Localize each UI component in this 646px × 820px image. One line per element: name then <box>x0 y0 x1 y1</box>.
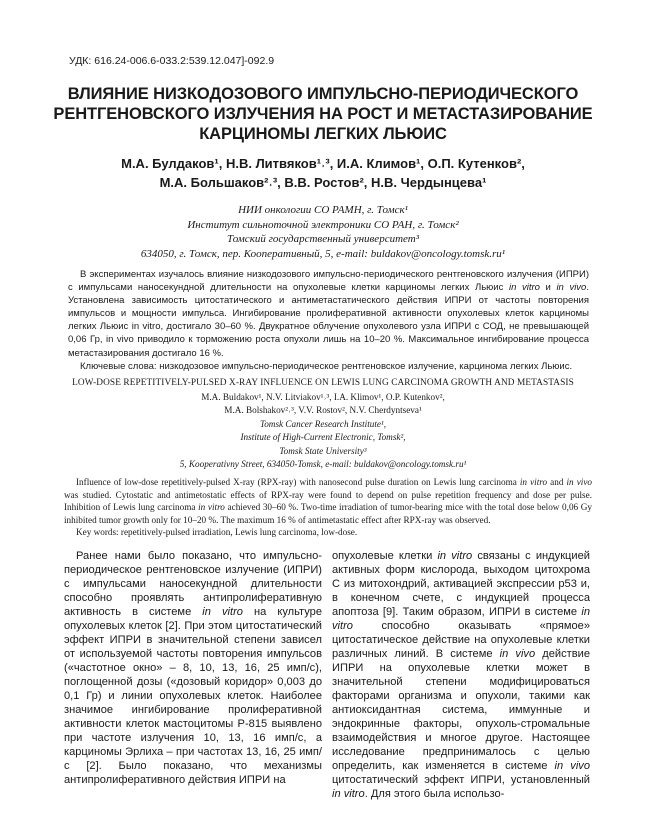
abstract-en-part: achieved 30–60 %. Two-time irradiation of tumor-bearing mice with the total dose below 0,06 Gy inhibited tumor growth only for 10–20 %. The maximum 16 % of antimetastatic effect after RPX-ray was observed. <box>64 502 592 525</box>
body-column-left <box>64 549 322 787</box>
abstract-en-italic: in vivo <box>566 477 592 487</box>
abstract-en-part: was studied. Cytostatic and antimetostatic effects of RPX-ray were found to depend on pulse repetition frequency and dose per pulse. Inhibition of Lewis lung carcinoma <box>64 489 592 513</box>
abstract-ru-part: В экспериментах изучалось влияние низкодозового импульсно-периодического рентгеновского излучения (ИПРИ) с импульсами наносекундной длительности на опухолевые клетки карциномы легких Льюис <box>68 269 589 294</box>
body-text: цитостатический эффект ИПРИ, установленный <box>332 774 590 786</box>
english-affiliations <box>40 418 606 472</box>
affiliations <box>40 203 606 261</box>
body-text: . Для этого была использо- <box>364 788 505 800</box>
affiliation: НИИ онкологии СО РАМН, г. Томск¹ <box>238 204 408 216</box>
body-column-right <box>332 549 590 801</box>
keywords-ru: Ключевые слова: низкодозовое импульсно-периодическое рентгеновское излучение, карцинома легких Льюис. <box>80 360 573 372</box>
abstract-en-italic: in vitro <box>198 502 225 513</box>
abstract-en-part: and <box>547 477 567 487</box>
body-paragraph <box>332 549 590 801</box>
english-affiliation: Institute of High-Current Electronic, Tomsk², <box>240 432 406 443</box>
english-authors <box>40 391 606 418</box>
affiliation: 634050, г. Томск, пер. Кооперативный, 5, e-mail: buldakov@oncology.tomsk.ru¹ <box>140 247 506 260</box>
abstract-en-text <box>64 476 592 526</box>
affiliation: Институт сильноточной электроники СО РАН, г. Томск² <box>187 218 459 231</box>
body-text: действие ИПРИ на опухолевые клетки может в значительной степени модифицироваться факторами организма и опухоли, такими как антиоксидантная система, иммунные и эндокринные факторы, опухоль-стромальные взаимодействия и многое другое. Настоящее исследование предпринималось с целью определить, как изменяется в системе <box>332 648 590 772</box>
body-text: опухолевые клетки <box>332 550 438 562</box>
affiliation: Томский государственный университет³ <box>226 233 419 245</box>
article-title <box>40 84 606 144</box>
body-italic: in vitro <box>332 606 590 632</box>
english-affiliation: Tomsk State University³ <box>279 445 367 456</box>
abstract-english <box>64 476 592 539</box>
english-affiliation: Tomsk Cancer Research Institute¹, <box>259 419 387 429</box>
abstract-ru-italic: in vivo <box>556 282 587 294</box>
abstract-russian <box>68 268 589 373</box>
body-text: Ранее нами было показано, что импульсно-периодическое рентгеновское излучение (ИПРИ) с импульсами наносекундной длительности способно проявлять антипролиферативную активность в системе <box>64 550 322 618</box>
abstract-en-part: Influence of low-dose repetitively-pulsed X-ray (RPX-ray) with nanosecond pulse duration on Lewis lung carcinoma <box>76 477 520 487</box>
udk-code: УДК: 616.24-006.6-033.2:539.12.047]-092.9 <box>69 55 275 67</box>
title-line: КАРЦИНОМЫ ЛЕГКИХ ЛЬЮИС <box>199 125 447 143</box>
body-italic: in vitro <box>202 606 243 618</box>
body-italic: in vivo <box>554 760 590 772</box>
body-text: способно оказывать «прямое» цитостатическое действие на опухолевые клетки различных линий. В системе <box>332 620 590 660</box>
abstract-en-italic: in vitro <box>519 477 548 487</box>
english-authors-line: M.A. Bolshakov²˒³, V.V. Rostov², N.V. Cherdyntseva¹ <box>224 405 422 416</box>
authors-line: М.А. Булдаков¹, Н.В. Литвяков¹˒³, И.А. Климов¹, О.П. Кутенков², <box>121 156 525 171</box>
body-italic: in vivo <box>499 648 536 660</box>
keywords-en: Key words: repetitively-pulsed irradiation, Lewis lung carcinoma, low-dose. <box>76 527 358 538</box>
english-title: LOW-DOSE REPETITIVELY-PULSED X-RAY INFLUENCE ON LEWIS LUNG CARCINOMA GROWTH AND METASTASIS <box>72 378 574 388</box>
abstract-ru-italic: in vitro <box>508 282 540 294</box>
title-line: РЕНТГЕНОВСКОГО ИЗЛУЧЕНИЯ НА РОСТ И МЕТАСТАЗИРОВАНИЕ <box>53 105 593 123</box>
body-text: на культуре опухолевых клеток [2]. При этом цитостатический эффект ИПРИ в значительной степени зависел от используемой частоты повторения импульсов («частотное окно» – 8, 10, 13, 16, 25 имп/с), поглощенной дозы («дозовый коридор» 0,003 до 0,1 Гр) и линии опухолевых клеток. Наиболее значимое ингибирование пролиферативной активности клеток мастоцитомы Р-815 выявлено при частоте излучения 10, 13, 16 имп/с, а карциномы Эрлиха – при частотах 13, 16, 25 имп/с [2]. Было показано, что механизмы антипролиферативного действия ИПРИ на <box>64 606 322 786</box>
body-paragraph <box>64 549 322 787</box>
english-affiliation: 5, Kooperativny Street, 634050-Tomsk, e-mail: buldakov@oncology.tomsk.ru¹ <box>179 459 467 470</box>
authors-line: М.А. Большаков²˒³, В.В. Ростов², Н.В. Чердынцева¹ <box>159 175 487 190</box>
authors <box>40 154 606 192</box>
abstract-ru-part: . Установлена зависимость цитостатического и антиметастатического действия ИПРИ от частоты повторения импульсов и мощности импульса. Ингибирование пролиферативной активности опухолевых клеток карциномы легких Льюис in vitro, достигало 30–60 %. Двукратное облучение опухолевого узла ИПРИ с СОД, не превышающей 0,06 Гр, in vivo приводило к торможению роста опухоли лишь на 10–20 %. Максимальное ингибирование процесса метастазирования достигало 16 %. <box>68 282 589 359</box>
body-italic: in vitro <box>332 788 365 800</box>
body-text: связаны с индукцией активных форм кислорода, выходом цитохрома С из митохондрий, активацией экспрессии p53 и, в конечном счете, с индукцией процесса апоптоза [9]. Таким образом, ИПРИ в системе <box>332 550 590 618</box>
english-authors-line: M.A. Buldakov¹, N.V. Litviakov¹˒³, I.A. Klimov¹, O.P. Kutenkov², <box>201 392 445 402</box>
title-line: ВЛИЯНИЕ НИЗКОДОЗОВОГО ИМПУЛЬСНО-ПЕРИОДИЧЕСКОГО <box>67 85 579 103</box>
body-italic: in vitro <box>437 550 473 562</box>
abstract-ru-part: и <box>539 282 557 294</box>
abstract-ru-text <box>68 268 589 360</box>
